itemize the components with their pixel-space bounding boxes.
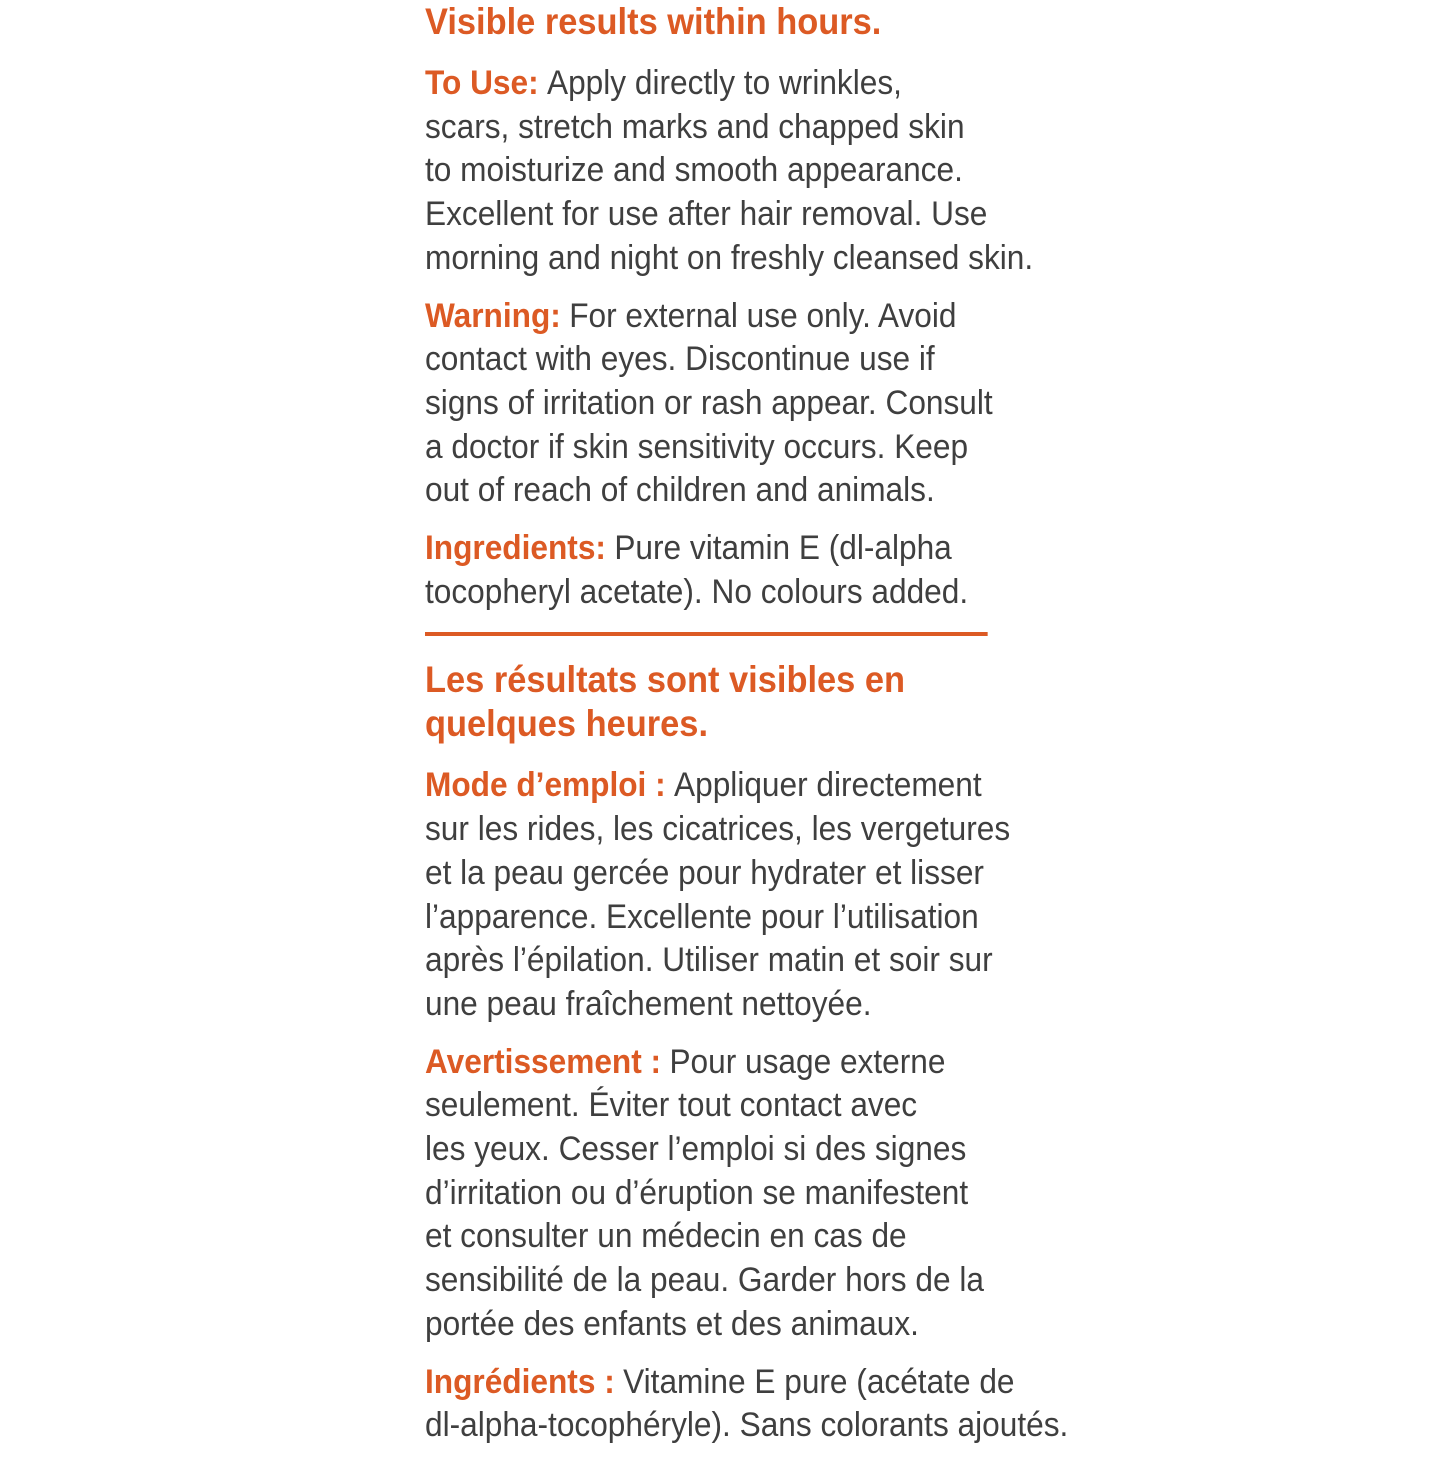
heading-line: quelques heures.	[425, 703, 709, 745]
label-text-column	[425, 0, 1068, 1462]
text-line: portée des enfants et des animaux.	[425, 1304, 919, 1343]
text-line: et la peau gercée pour hydrater et lisser	[425, 853, 984, 892]
text-line: Excellent for use after hair removal. Use	[425, 195, 988, 234]
text-line	[425, 764, 1068, 808]
text-line-content: For external use only. Avoid	[569, 296, 957, 335]
section-divider	[425, 632, 988, 636]
english-ingredients-paragraph	[425, 527, 1068, 614]
text-line: et consulter un médecin en cas de	[425, 1217, 907, 1256]
text-line-content: Pure vitamin E (dl-alpha	[614, 529, 952, 568]
text-line: l’apparence. Excellente pour l’utilisation	[425, 897, 979, 936]
text-line: morning and night on freshly cleansed skin.	[425, 238, 1034, 277]
heading-line: Les résultats sont visibles en	[425, 659, 906, 701]
text-line: contact with eyes. Discontinue use if	[425, 340, 935, 379]
text-line	[425, 527, 1068, 571]
ingredients-label: Ingredients:	[425, 529, 606, 568]
text-line: a doctor if skin sensitivity occurs. Keep	[425, 427, 969, 466]
english-warning-paragraph	[425, 295, 1068, 514]
french-mode-demploi-paragraph	[425, 764, 1068, 1026]
french-avertissement-paragraph	[425, 1041, 1068, 1347]
text-line: out of reach of children and animals.	[425, 471, 935, 510]
avertissement-label: Avertissement :	[425, 1042, 662, 1081]
text-line: une peau fraîchement nettoyée.	[425, 984, 872, 1023]
text-line	[425, 1361, 1068, 1405]
text-line: sur les rides, les cicatrices, les vergetures	[425, 810, 1011, 849]
warning-label: Warning:	[425, 296, 561, 335]
text-line: dl-alpha-tocophéryle). Sans colorants ajoutés.	[425, 1406, 1069, 1445]
to-use-label: To Use:	[425, 64, 539, 102]
text-line: to moisturize and smooth appearance.	[425, 151, 963, 190]
french-ingredients-paragraph	[425, 1361, 1068, 1448]
text-line-content: Apply directly to wrinkles,	[546, 64, 902, 102]
french-section-heading	[425, 658, 1068, 746]
ingredients-fr-label: Ingrédients :	[425, 1362, 615, 1401]
mode-demploi-label: Mode d’emploi :	[425, 766, 666, 805]
text-line: tocopheryl acetate). No colours added.	[425, 572, 969, 611]
text-line: scars, stretch marks and chapped skin	[425, 107, 965, 146]
text-line	[425, 295, 1068, 339]
text-line-content: Pour usage externe	[669, 1042, 946, 1081]
text-line-content: Appliquer directement	[674, 766, 982, 805]
text-line: sensibilité de la peau. Garder hors de la	[425, 1261, 984, 1300]
text-line	[425, 62, 1068, 106]
english-section-heading: Visible results within hours.	[425, 1, 882, 42]
text-line: d’irritation ou d’éruption se manifestent	[425, 1173, 969, 1212]
text-line-content: Vitamine E pure (acétate de	[623, 1362, 1015, 1401]
text-line: les yeux. Cesser l’emploi si des signes	[425, 1130, 967, 1169]
text-line: seulement. Éviter tout contact avec	[425, 1086, 918, 1125]
text-line: signs of irritation or rash appear. Consult	[425, 383, 993, 422]
text-line: après l’épilation. Utiliser matin et soir sur	[425, 941, 993, 980]
english-to-use-paragraph	[425, 62, 1068, 281]
text-line	[425, 1041, 1068, 1085]
